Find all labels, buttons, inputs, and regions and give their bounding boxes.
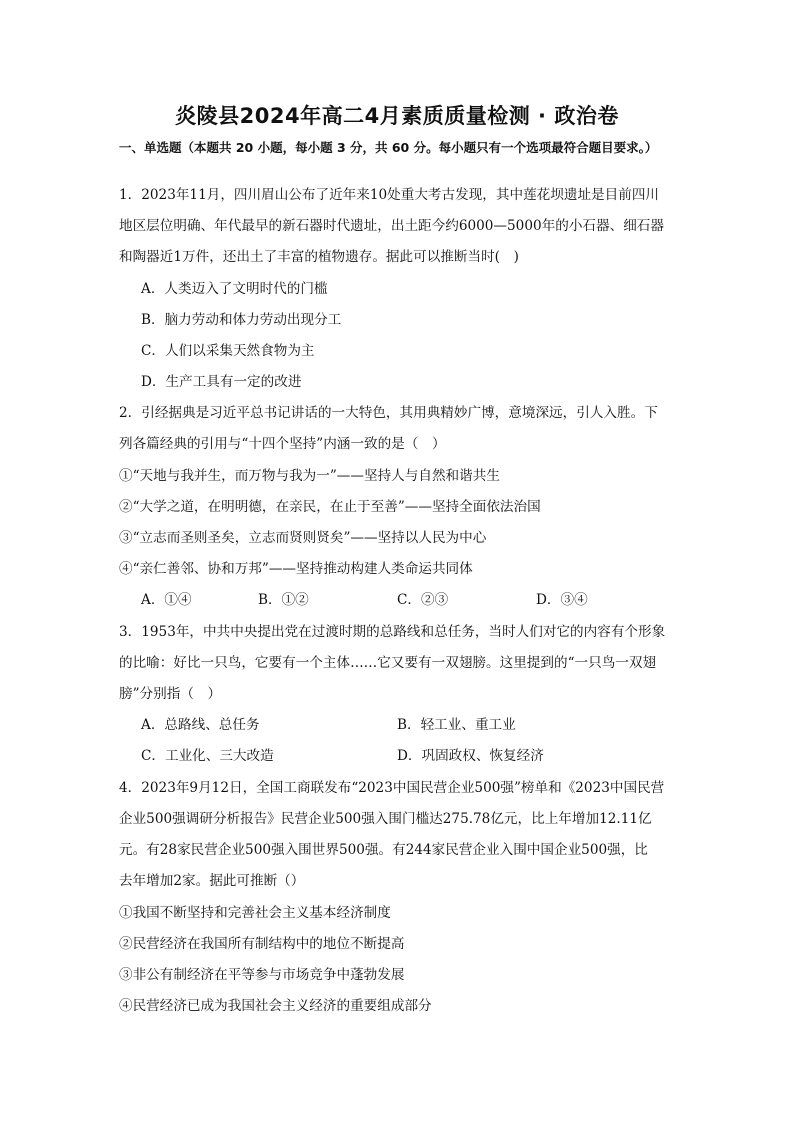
q2-stem-line-1: 2．引经据典是习近平总书记讲话的一大特色，其用典精妙广博，意境深远，引人入胜。下 [119, 405, 658, 421]
q2-statement-3: ③“立志而圣则圣矣，立志而贤则贤矣”——坚持以人民为中心 [119, 530, 487, 546]
q4-statement-1: ①我国不断坚持和完善社会主义基本经济制度 [119, 905, 391, 921]
q4-statement-2: ②民营经济在我国所有制结构中的地位不断提高 [119, 936, 405, 952]
q2-statement-2: ②“大学之道，在明明德，在亲民，在止于至善”——坚持全面依法治国 [119, 499, 541, 515]
q2-option-b: B．①② [258, 592, 309, 608]
q4-stem-line-1: 4．2023年9月12日，全国工商联发布“2023中国民营企业500强”榜单和《2023中国民营 [119, 780, 665, 796]
q2-option-c: C．②③ [397, 592, 449, 608]
q4-statement-3: ③非公有制经济在平等参与市场竞争中蓬勃发展 [119, 967, 405, 983]
q4-stem-line-3: 元。有28家民营企业500强入围世界500强。有244家民营企业入围中国企业500强，比 [119, 842, 648, 858]
q2-option-a: A．①④ [141, 592, 192, 608]
q4-stem-line-4: 去年增加2家。据此可推断（） [119, 873, 305, 889]
q3-stem-line-3: 膀”分别指（ ） [119, 686, 222, 702]
q1-option-a: A．人类迈入了文明时代的门槛 [141, 281, 328, 297]
section-heading: 一、单选题（本题共 20 小题，每小题 3 分，共 60 分。每小题只有一个选项最符合题目要求。） [119, 140, 658, 155]
q4-statement-4: ④民营经济已成为我国社会主义经济的重要组成部分 [119, 998, 432, 1014]
q3-option-a: A．总路线、总任务 [141, 717, 260, 733]
q1-option-b: B．脑力劳动和体力劳动出现分工 [141, 312, 342, 328]
q2-statement-1: ①“天地与我并生，而万物与我为一”——坚持人与自然和谐共生 [119, 468, 500, 484]
q1-option-c: C．人们以采集天然食物为主 [141, 343, 315, 359]
q3-option-b: B．轻工业、重工业 [397, 717, 516, 733]
q3-stem-line-1: 3．1953年，中共中央提出党在过渡时期的总路线和总任务，当时人们对它的内容有个形象 [119, 624, 666, 640]
q2-statement-4: ④“亲仁善邻、协和万邦”——坚持推动构建人类命运共同体 [119, 561, 473, 577]
q3-option-d: D．巩固政权、恢复经济 [397, 748, 544, 764]
q1-option-d: D．生产工具有一定的改进 [141, 374, 302, 390]
exam-title: 炎陵县2024年高二4月素质质量检测 · 政治卷 [175, 104, 619, 128]
q1-stem-line-3: 和陶器近1万件，还出土了丰富的植物遗存。据此可以推断当时( ) [119, 249, 519, 265]
q1-stem-line-1: 1．2023年11月，四川眉山公布了近年来10处重大考古发现，其中莲花坝遗址是目前四川 [119, 187, 660, 203]
q2-option-d: D．③④ [536, 592, 588, 608]
q1-stem-line-2: 地区层位明确、年代最早的新石器时代遗址，出土距今约6000—5000年的小石器、细石器 [119, 218, 664, 234]
q3-option-c: C．工业化、三大改造 [141, 748, 274, 764]
q4-stem-line-2: 企业500强调研分析报告》民营企业500强入围门槛达275.78亿元，比上年增加12.11亿 [119, 811, 652, 827]
q3-stem-line-2: 的比喻：好比一只鸟，它要有一个主体……它又要有一双翅膀。这里提到的“一只鸟一双翅 [119, 655, 657, 671]
q2-stem-line-2: 列各篇经典的引用与“十四个坚持”内涵一致的是（ ） [119, 436, 446, 452]
